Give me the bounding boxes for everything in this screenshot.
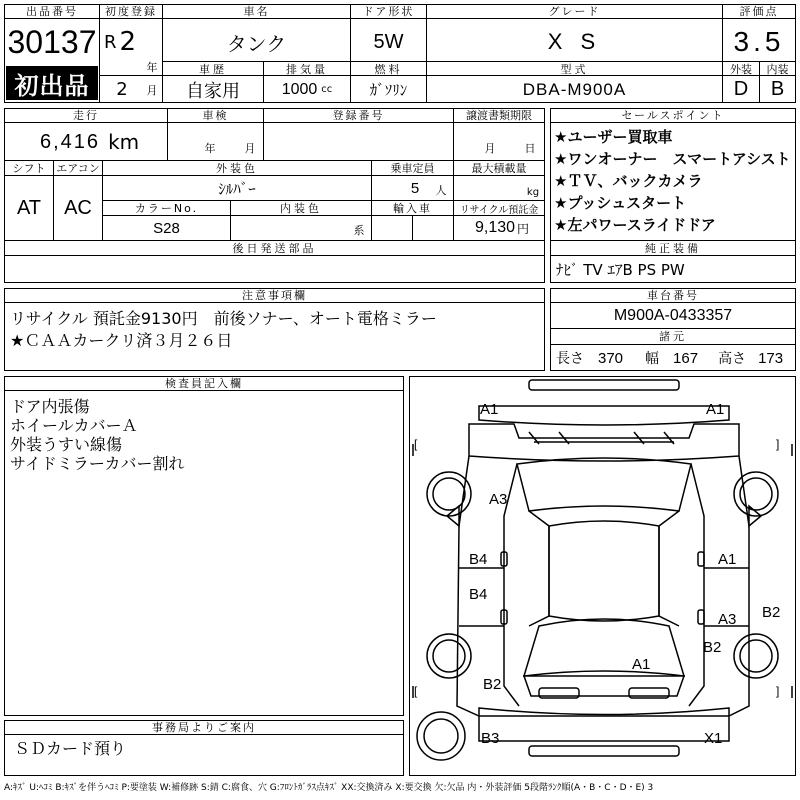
- equipment: ﾅﾋﾞ TV ｴｱB PS PW: [556, 261, 685, 279]
- int-grade: B: [770, 78, 785, 100]
- damage-door-right-front: A1: [718, 551, 737, 568]
- score-label: 評価点: [723, 5, 795, 19]
- year-unit: 年: [146, 61, 158, 74]
- colorno-label: カラーNo.: [134, 202, 199, 215]
- color-label: 外装色: [216, 162, 258, 175]
- shift: AT: [16, 196, 42, 219]
- regno-label: 登録番号: [264, 109, 453, 123]
- model: DBA-M900A: [522, 79, 627, 99]
- hgt-label: 高さ: [718, 351, 747, 367]
- transfer-label: 譲渡書類期限: [454, 109, 544, 123]
- equipment-label: 純正装備: [645, 242, 701, 255]
- fuel-label: 燃料: [374, 62, 403, 76]
- history: 自家用: [186, 80, 240, 102]
- legend: A:ｷｽﾞ U:ﾍｺﾐ B:ｷｽﾞを伴うﾍｺﾐ P:要塗装 W:補修跡 S:錆 C:腐食、穴 G:ﾌﾛﾝﾄｶﾞﾗｽ点ｷｽﾞ XX:交換済み X:要交換 欠:欠品 内・外装評価 5段階ﾗﾝｸ順(A・B・C・D・E) 3: [4, 783, 654, 793]
- later-parts-label: 後日発送部品: [232, 242, 317, 255]
- int-label: 内装: [766, 62, 789, 76]
- notes-line1: リサイクル 預託金9130円 前後ソナー、オート電格ミラー: [10, 308, 437, 328]
- capacity: 5: [410, 179, 420, 197]
- chassis-label: 車台番号: [551, 289, 795, 303]
- inspector-line: ドア内張傷: [10, 397, 90, 416]
- car-name: タンク: [226, 31, 287, 56]
- length: 370: [598, 349, 624, 367]
- lot-number: 30137: [7, 23, 97, 60]
- damage-door-left-front: B4: [469, 551, 488, 568]
- import-label: 輸入車: [393, 202, 432, 215]
- height: 173: [758, 349, 784, 367]
- office-label: 事務局よりご案内: [5, 721, 403, 735]
- chassis-number: M900A-0433357: [613, 307, 733, 324]
- damage-front-right: A1: [706, 401, 725, 418]
- intcolor-unit: 系: [353, 224, 365, 237]
- ext-label: 外装: [730, 62, 752, 76]
- capacity-label: 乗車定員: [390, 162, 435, 175]
- recycle-fee: 9,130: [475, 219, 516, 236]
- door-type: 5W: [373, 30, 404, 53]
- sales-label: セールスポイント: [551, 109, 795, 123]
- grade: X S: [547, 29, 602, 54]
- damage-front-left: A1: [480, 401, 499, 418]
- mileage-unit: km: [108, 130, 140, 154]
- recycle-label: リサイクル預託金: [459, 204, 539, 216]
- sales-point: ★ＴＶ、バックカメラ: [554, 172, 703, 190]
- inspector-line: サイドミラーカバー割れ: [10, 454, 185, 473]
- bracket-mark: ]: [776, 437, 780, 451]
- damage-quarter-right: B2: [762, 604, 781, 621]
- reg-label: 初度登録: [100, 5, 162, 19]
- wid-label: 幅: [645, 351, 660, 367]
- color-number: S28: [153, 219, 180, 237]
- office-note: ＳＤカード預り: [14, 738, 127, 758]
- dims-label: 諸元: [659, 330, 687, 343]
- damage-hood-left: A3: [489, 491, 508, 508]
- mileage: 6,416: [40, 130, 101, 153]
- damage-bumper-rear-left: B3: [481, 730, 500, 747]
- inspector-notes: [10, 394, 185, 473]
- bracket-mark: [: [414, 684, 418, 698]
- damage-roof-rear: A1: [632, 656, 651, 673]
- insp-month: 月: [244, 142, 256, 155]
- disp-unit: cc: [321, 84, 333, 95]
- capacity-unit: 人: [435, 184, 447, 197]
- month-unit: 月: [146, 84, 158, 97]
- sales-point: ★プッシュスタート: [554, 194, 687, 212]
- inspection-label: 車検: [168, 109, 263, 123]
- ext-grade: D: [733, 78, 749, 100]
- sales-points: [554, 126, 794, 236]
- notes-line2: ★ＣＡＡカークリ済３月２６日: [10, 330, 233, 350]
- load-label: 最大積載量: [471, 162, 527, 175]
- inspector-line: ホイールカバーＡ: [10, 416, 138, 435]
- load-unit: kg: [526, 186, 540, 198]
- year-num: 2: [119, 27, 137, 57]
- ac-label: エアコン: [56, 162, 100, 175]
- intcolor-label: 内装色: [280, 202, 322, 215]
- damage-door-left-rear: B4: [469, 586, 488, 603]
- inspector-line: 外装うすい線傷: [10, 435, 123, 454]
- sales-point: ★左パワースライドドア: [554, 216, 716, 234]
- model-label: 型式: [560, 62, 589, 76]
- car-outline: [409, 376, 796, 776]
- score: 3.5: [733, 26, 785, 57]
- bracket-mark: ]: [776, 684, 780, 698]
- month-num: 2: [116, 78, 128, 100]
- damage-rear-right: B2: [703, 639, 722, 656]
- door-label: ドア形状: [351, 5, 426, 19]
- lot-label: 出品番号: [5, 5, 99, 19]
- damage-bumper-rear-right: X1: [704, 730, 723, 747]
- insp-year: 年: [204, 142, 216, 155]
- grade-label: グレード: [427, 5, 722, 19]
- shift-label: シフト: [12, 162, 46, 175]
- inspector-label: 検査員記入欄: [5, 377, 403, 391]
- carname-label: 車名: [163, 5, 350, 19]
- first-listing-badge: 初出品: [6, 66, 98, 100]
- damage-rear-left-quarter: B2: [483, 676, 502, 693]
- recycle-unit: 円: [517, 221, 530, 236]
- damage-door-right-rear: A3: [718, 611, 737, 628]
- ac: AC: [64, 196, 92, 219]
- disp-label: 排気量: [286, 62, 328, 76]
- sales-point: ★ユーザー買取車: [554, 128, 673, 146]
- bracket-mark: [: [414, 437, 418, 451]
- sales-point: ★ワンオーナー スマートアシスト: [554, 150, 791, 168]
- fuel: ｶﾞｿﾘﾝ: [369, 81, 408, 99]
- width: 167: [673, 349, 699, 367]
- era: R: [104, 31, 117, 53]
- displacement: 1000: [281, 80, 318, 98]
- transfer-day: 日: [524, 142, 536, 155]
- len-label: 長さ: [556, 351, 584, 367]
- notes-label: 注意事項欄: [5, 289, 544, 303]
- transfer-month: 月: [484, 142, 496, 155]
- exterior-color: ｼﾙﾊﾞｰ: [218, 179, 256, 198]
- mileage-label: 走行: [5, 109, 167, 123]
- history-label: 車歴: [199, 62, 227, 76]
